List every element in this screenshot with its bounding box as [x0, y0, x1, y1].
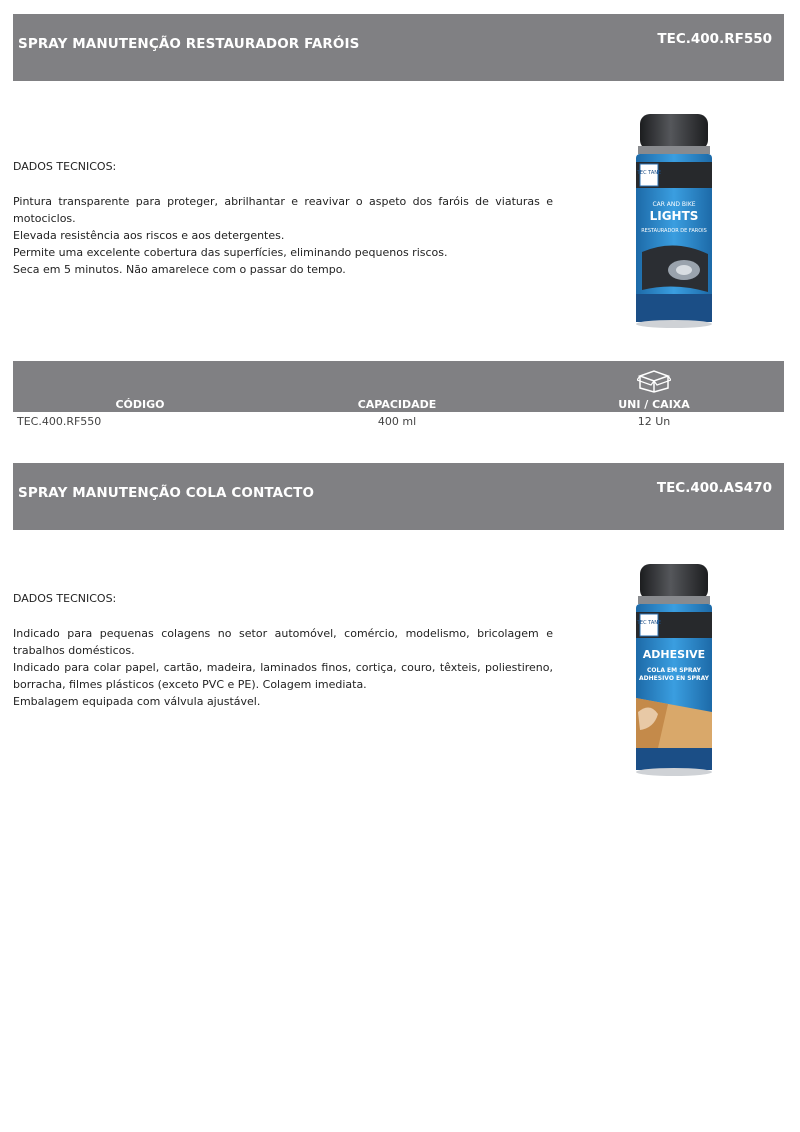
technical-data-label: DADOS TECNICOS: — [13, 160, 117, 173]
description-line: Permite uma excelente cobertura das superfícies, eliminando pequenos riscos. — [13, 246, 448, 259]
cell-capacidade: 400 ml — [377, 415, 417, 428]
spray-can-adhesive-image — [628, 562, 720, 778]
description-line: Indicado para pequenas colagens no setor automóvel, comércio, modelismo, bricolagem e trabalhos domésticos. — [13, 627, 553, 657]
can-label-line: ADHESIVO EN SPRAY — [639, 675, 709, 682]
column-header-capacidade: CAPACIDADE — [357, 398, 437, 411]
technical-data — [13, 590, 553, 710]
can-brand-text: TEC TANE — [636, 170, 662, 176]
can-label-line: COLA EM SPRAY — [647, 667, 701, 674]
can-label-line: CAR AND BIKE — [652, 201, 696, 208]
can-brand-text: TEC TANE — [636, 620, 662, 626]
spray-can-lights-image — [628, 112, 720, 330]
spec-table-header — [13, 361, 784, 412]
can-label-line: RESTAURADOR DE FAROIS — [641, 228, 707, 234]
cell-uni-caixa: 12 Un — [637, 415, 671, 428]
product-code: TEC.400.AS470 — [656, 480, 772, 496]
box-icon — [637, 369, 671, 393]
column-header-codigo: CÓDIGO — [115, 398, 165, 411]
product-code: TEC.400.RF550 — [657, 31, 772, 47]
description-line: Seca em 5 minutos. Não amarelece com o passar do tempo. — [13, 263, 346, 276]
description-line: Embalagem equipada com válvula ajustável. — [13, 695, 261, 708]
product-header — [13, 14, 784, 81]
can-label-line: LIGHTS — [649, 209, 699, 223]
product-title: SPRAY MANUTENÇÃO COLA CONTACTO — [18, 485, 315, 501]
technical-data-label: DADOS TECNICOS: — [13, 592, 117, 605]
description-line: Elevada resistência aos riscos e aos detergentes. — [13, 229, 285, 242]
cell-codigo: TEC.400.RF550 — [17, 415, 102, 428]
product-header — [13, 463, 784, 530]
description-line: Pintura transparente para proteger, abrilhantar e reavivar o aspeto dos faróis de viaturas e motociclos. — [13, 195, 553, 225]
column-header-uni-caixa: UNI / CAIXA — [618, 398, 690, 411]
description-line: Indicado para colar papel, cartão, madeira, laminados finos, cortiça, couro, têxteis, poliestireno, borracha, filmes plásticos (exceto PVC e PE). Colagem imediata. — [13, 661, 553, 691]
technical-data — [13, 158, 553, 278]
table-row — [13, 413, 784, 431]
can-label-line: ADHESIVE — [642, 648, 706, 661]
product-title: SPRAY MANUTENÇÃO RESTAURADOR FARÓIS — [18, 36, 360, 52]
